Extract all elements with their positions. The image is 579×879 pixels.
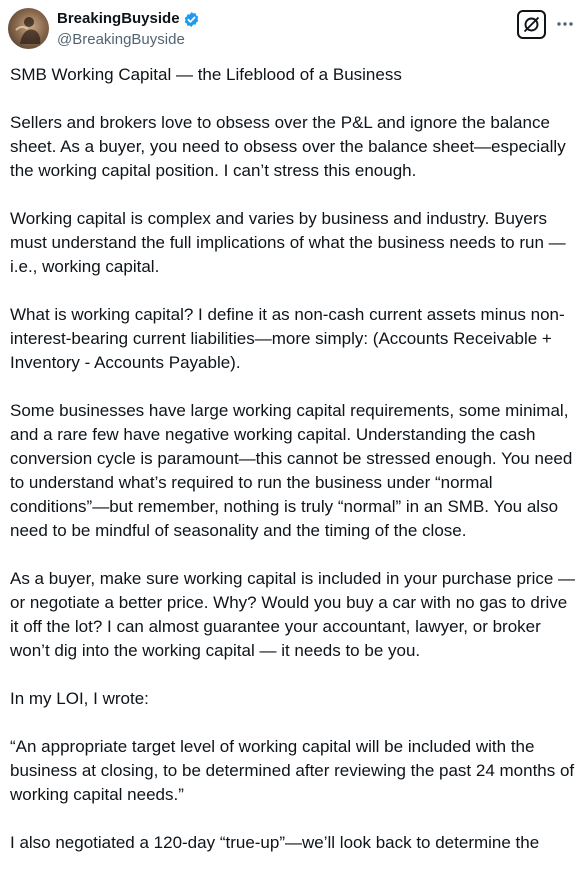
tweet-paragraph: I also negotiated a 120-day “true-up”—we’ll look back to determine the (10, 833, 540, 852)
tweet-paragraph: “An appropriate target level of working capital will be included with the business at closing, to be determined after reviewing the past 24 months of working capital needs.” (10, 737, 579, 804)
author-handle[interactable]: @BreakingBuyside (57, 31, 185, 48)
tweet-paragraph: In my LOI, I wrote: (10, 689, 149, 708)
more-dots-icon (555, 14, 575, 34)
tweet-text (10, 63, 579, 879)
author-name-row[interactable] (57, 9, 200, 29)
grok-icon (523, 16, 540, 33)
tweet-paragraph: As a buyer, make sure working capital is included in your purchase price —or negotiate a better price. Why? Would you buy a car with no gas to drive it off the lot? I can almost guarantee your accountant, lawyer, or broker won’t dig into the working capital — it needs to be you. (10, 569, 576, 660)
author-display-name[interactable]: BreakingBuyside (57, 10, 180, 27)
verified-badge-icon (183, 11, 200, 28)
tweet-paragraph: What is working capital? I define it as non-cash current assets minus non-interest-bearing current liabilities—more simply: (Accounts Receivable + Inventory - Accounts Payable). (10, 305, 565, 372)
tweet-paragraph: Some businesses have large working capital requirements, some minimal, and a rare few have negative working capital. Understanding the cash conversion cycle is paramount—this cannot be stressed enough. You need to understand what’s required to run the business under “normal conditions”—but remember, nothing is truly “normal” in an SMB. You also need to be mindful of seasonality and the timing of the close. (10, 401, 578, 540)
more-options-button[interactable] (555, 14, 575, 34)
tweet-paragraph: Working capital is complex and varies by business and industry. Buyers must understand the full implications of what the business needs to run —i.e., working capital. (10, 209, 566, 276)
tweet-header (0, 0, 579, 60)
grok-button[interactable] (517, 10, 546, 39)
avatar[interactable] (8, 8, 49, 49)
avatar-figure-icon (8, 8, 49, 49)
tweet-paragraph: SMB Working Capital — the Lifeblood of a Business (10, 65, 402, 84)
tweet-paragraph: Sellers and brokers love to obsess over the P&L and ignore the balance sheet. As a buyer, you need to obsess over the balance sheet—especially the working capital position. I can’t stress this enough. (10, 113, 571, 180)
